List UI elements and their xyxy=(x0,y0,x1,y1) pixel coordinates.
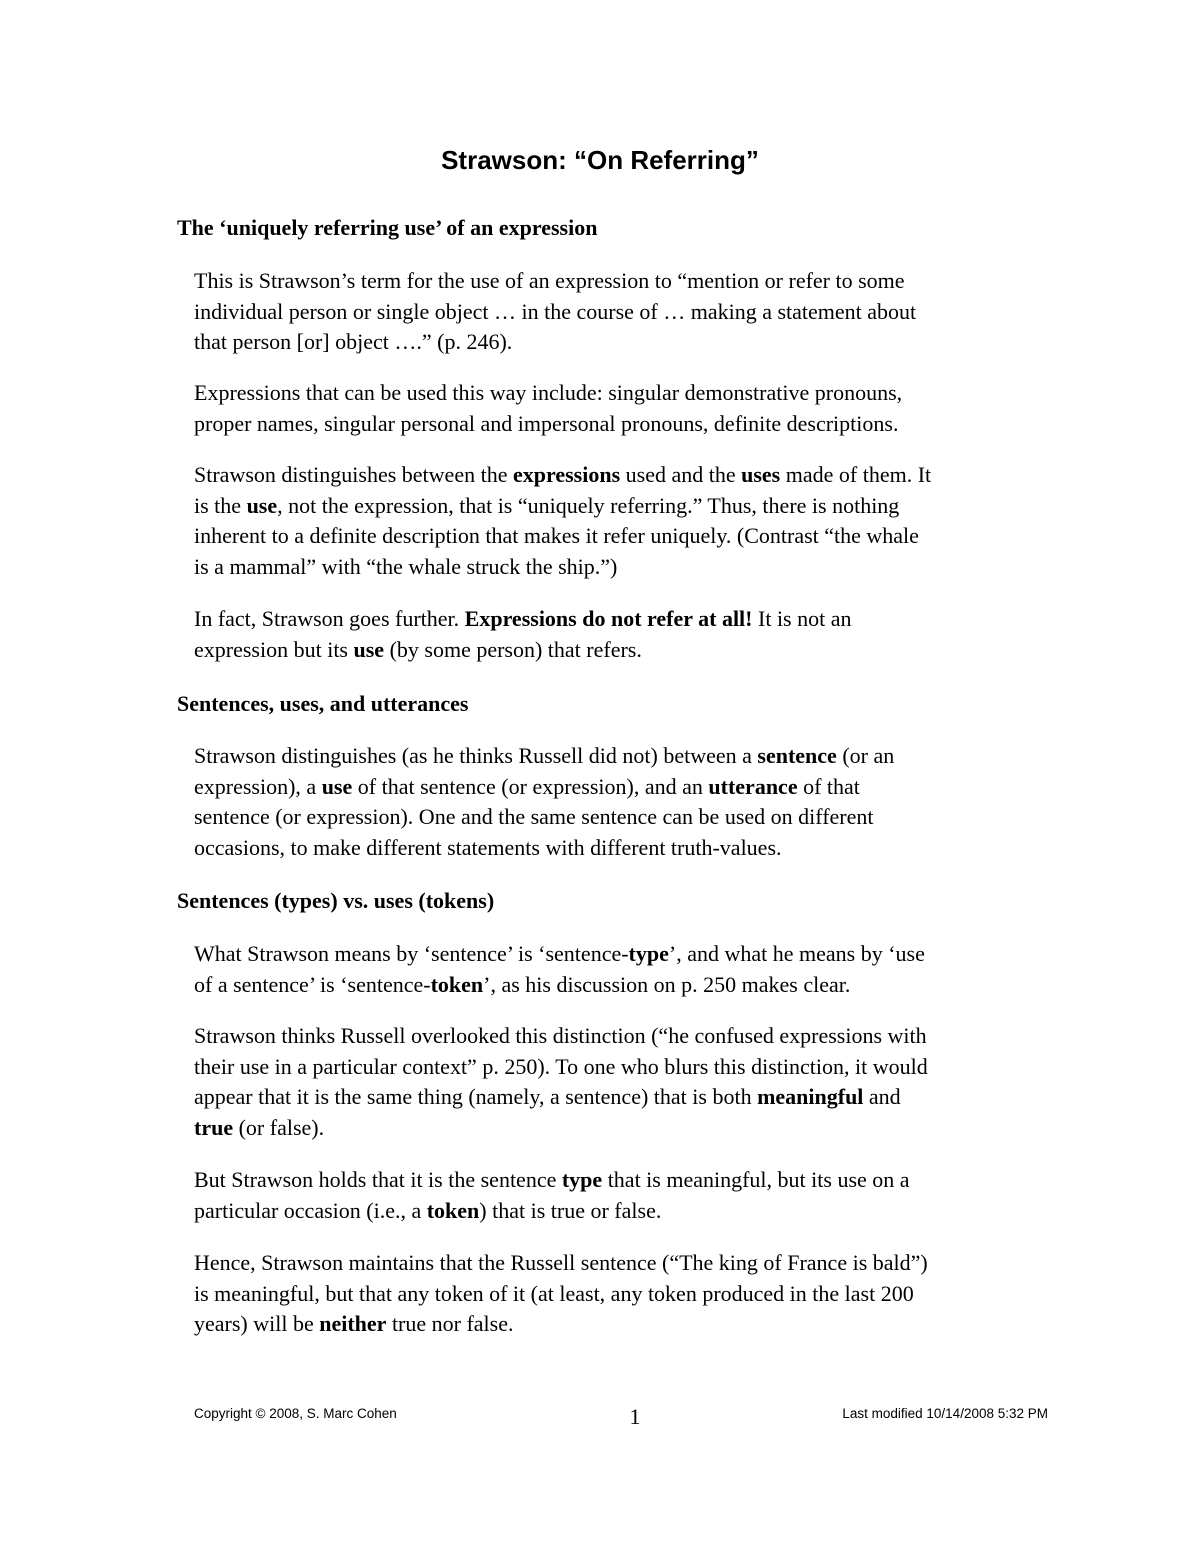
text-run: of a sentence’ is ‘sentence- xyxy=(194,971,431,997)
paragraph-line xyxy=(194,635,1074,666)
text-run: that person [or] object ….” (p. 246). xyxy=(194,329,513,355)
bold-text: neither xyxy=(319,1311,387,1337)
paragraph xyxy=(194,1248,1074,1340)
text-run: of that xyxy=(797,773,860,799)
text-run: Strawson distinguishes between the xyxy=(194,462,513,487)
paragraph-line xyxy=(194,833,1074,864)
paragraph-line xyxy=(194,1248,1074,1279)
text-run: In fact, Strawson goes further. xyxy=(194,606,465,631)
paragraph xyxy=(194,460,1074,582)
text-run: appear that it is the same thing (namely, a sentence) that is both xyxy=(194,1084,758,1110)
paragraph xyxy=(194,266,1074,358)
paragraph xyxy=(194,604,1074,665)
text-run: But Strawson holds that it is the sentence xyxy=(194,1167,562,1192)
paragraph-line xyxy=(194,1279,1074,1310)
paragraph-line xyxy=(194,802,1074,833)
bold-text: token xyxy=(426,1197,480,1223)
text-run: of that sentence (or expression), and an xyxy=(352,773,709,799)
text-run: made of them. It xyxy=(780,462,932,487)
bold-text: use xyxy=(246,492,278,518)
footer-last-modified: Last modified 10/14/2008 5:32 PM xyxy=(842,1406,1048,1421)
text-run: (or an xyxy=(836,743,895,768)
text-run: (or false). xyxy=(233,1114,325,1140)
paragraph-line xyxy=(194,1165,1074,1196)
paragraph-line xyxy=(194,1113,1074,1144)
paragraph-line xyxy=(194,1196,1074,1227)
paragraph-line xyxy=(194,772,1074,803)
bold-text: type xyxy=(628,941,669,966)
paragraph-line xyxy=(194,970,1074,1001)
paragraph xyxy=(194,741,1074,863)
bold-text: expressions xyxy=(512,462,621,487)
section-heading: The ‘uniquely referring use’ of an expression xyxy=(177,215,598,240)
section-heading: Sentences, uses, and utterances xyxy=(177,691,469,716)
paragraph xyxy=(194,939,1074,1000)
paragraph-line xyxy=(194,491,1074,522)
text-run: individual person or single object … in the course of … making a statement about xyxy=(194,298,917,324)
bold-text: Expressions do not refer at all! xyxy=(464,606,753,631)
text-run: It is not an xyxy=(752,606,852,631)
paragraph-line xyxy=(194,327,1074,358)
text-run: inherent to a definite description that makes it refer uniquely. (Contrast “the whale xyxy=(194,523,919,549)
text-run: is the xyxy=(194,492,247,518)
text-run: their use in a particular context” p. 250). To one who blurs this distinction, it would xyxy=(194,1053,928,1079)
text-run: Strawson thinks Russell overlooked this distinction (“he confused expressions with xyxy=(194,1023,927,1048)
bold-text: sentence xyxy=(757,743,837,768)
text-run: Hence, Strawson maintains that the Russell sentence (“The king of France is bald”) xyxy=(194,1250,928,1275)
bold-text: uses xyxy=(741,462,781,487)
paragraph-line xyxy=(194,1052,1074,1083)
bold-text: type xyxy=(561,1167,603,1192)
text-run: This is Strawson’s term for the use of an expression to “mention or refer to some xyxy=(194,268,905,293)
bold-text: use xyxy=(353,636,385,662)
paragraph-line xyxy=(194,741,1074,772)
bold-text: utterance xyxy=(708,773,798,799)
text-run: that is meaningful, but its use on a xyxy=(602,1167,910,1192)
paragraph-line xyxy=(194,297,1074,328)
section-heading: Sentences (types) vs. uses (tokens) xyxy=(177,888,495,913)
paragraph-line xyxy=(194,1021,1074,1052)
text-run: Expressions that can be used this way include: singular demonstrative pronouns, xyxy=(194,380,903,405)
text-run: occasions, to make different statements with different truth-values. xyxy=(194,834,782,860)
paragraph-line xyxy=(194,266,1074,297)
text-run: ’, and what he means by ‘use xyxy=(668,941,925,966)
text-run: is meaningful, but that any token of it (at least, any token produced in the last 200 xyxy=(194,1280,914,1306)
paragraph-line xyxy=(194,409,1074,440)
text-run: Strawson distinguishes (as he thinks Russell did not) between a xyxy=(194,743,758,768)
paragraph-line xyxy=(194,1309,1074,1340)
text-run: ’, as his discussion on p. 250 makes clear. xyxy=(483,971,851,997)
text-run: expression but its xyxy=(194,636,354,662)
paragraph-line xyxy=(194,378,1074,409)
text-run: (by some person) that refers. xyxy=(384,636,642,662)
paragraph-line xyxy=(194,552,1074,583)
paragraph-line xyxy=(194,1082,1074,1113)
text-run: particular occasion (i.e., a xyxy=(194,1197,427,1223)
text-run: sentence (or expression). One and the same sentence can be used on different xyxy=(194,804,874,830)
text-run: is a mammal” with “the whale struck the ship.”) xyxy=(194,553,618,579)
bold-text: token xyxy=(430,971,484,997)
text-run: and xyxy=(863,1084,901,1110)
footer-copyright: Copyright © 2008, S. Marc Cohen xyxy=(194,1406,397,1421)
paragraph xyxy=(194,1165,1074,1226)
page-number: 1 xyxy=(629,1404,641,1429)
paragraph-line xyxy=(194,460,1074,491)
text-run: , not the expression, that is “uniquely referring.” Thus, there is nothing xyxy=(277,492,900,518)
document-title: Strawson: “On Referring” xyxy=(441,145,759,175)
paragraph-line xyxy=(194,521,1074,552)
bold-text: use xyxy=(321,773,353,799)
paragraph xyxy=(194,378,1074,439)
paragraph-line xyxy=(194,604,1074,635)
text-run: proper names, singular personal and impersonal pronouns, definite descriptions. xyxy=(194,410,899,436)
text-run: used and the xyxy=(620,462,742,487)
paragraph xyxy=(194,1021,1074,1143)
text-run: true nor false. xyxy=(386,1311,514,1337)
paragraph-line xyxy=(194,939,1074,970)
text-run: expression), a xyxy=(194,773,322,799)
bold-text: meaningful xyxy=(757,1084,864,1110)
text-run: years) will be xyxy=(194,1311,320,1337)
text-run: What Strawson means by ‘sentence’ is ‘sentence- xyxy=(194,941,629,966)
text-run: ) that is true or false. xyxy=(479,1197,662,1223)
bold-text: true xyxy=(194,1114,234,1140)
